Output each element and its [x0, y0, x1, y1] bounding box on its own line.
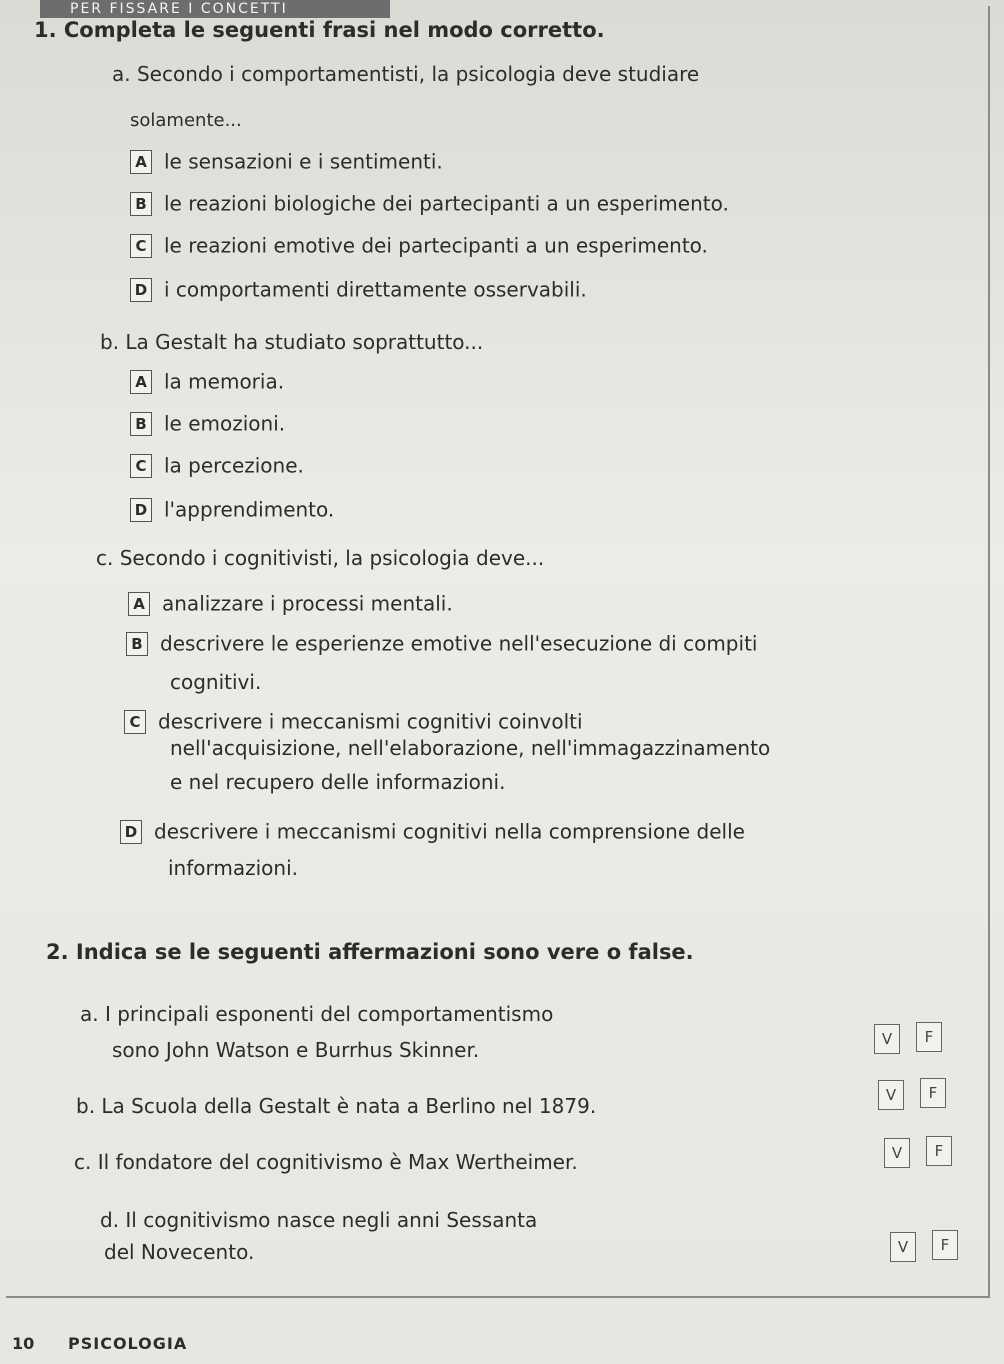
statement-2d: d. Il cognitivismo nasce negli anni Sessanta — [100, 1208, 538, 1232]
true-box-2c[interactable]: V — [884, 1138, 910, 1168]
option-1c-C-cont2: e nel recupero delle informazioni. — [170, 770, 506, 794]
statement-2a-cont: sono John Watson e Burrhus Skinner. — [112, 1038, 480, 1062]
option-1b-D[interactable] — [130, 496, 334, 522]
option-text: le reazioni biologiche dei partecipanti a un esperimento. — [164, 191, 729, 216]
option-1a-B[interactable] — [130, 190, 729, 216]
option-1b-B[interactable] — [130, 410, 285, 436]
option-text: l'apprendimento. — [164, 497, 335, 522]
option-text: le emozioni. — [164, 411, 286, 436]
option-letter: D — [130, 278, 152, 302]
option-letter: A — [128, 592, 150, 616]
option-letter: A — [130, 370, 152, 394]
question-2-title: 2. Indica se le seguenti affermazioni sono vere o false. — [46, 940, 694, 964]
section-banner: PER FISSARE I CONCETTI — [40, 0, 390, 18]
option-letter: C — [124, 710, 146, 734]
option-text: le reazioni emotive dei partecipanti a un esperimento. — [164, 233, 708, 258]
question-1a-prompt: a. Secondo i comportamentisti, la psicologia deve studiare — [112, 62, 700, 86]
option-text: la percezione. — [164, 453, 304, 478]
false-box-2a[interactable]: F — [916, 1022, 942, 1052]
question-1a-prompt-cont: solamente... — [130, 110, 242, 131]
option-text: analizzare i processi mentali. — [162, 591, 453, 616]
option-1b-C[interactable] — [130, 452, 304, 478]
option-letter: B — [130, 412, 152, 436]
option-1c-D[interactable] — [120, 818, 745, 844]
option-1a-D[interactable] — [130, 276, 587, 302]
option-1c-C-cont: nell'acquisizione, nell'elaborazione, nell'immagazzinamento — [170, 736, 771, 760]
option-1a-A[interactable] — [130, 148, 443, 174]
question-1-title: 1. Completa le seguenti frasi nel modo corretto. — [34, 18, 605, 42]
question-1c-prompt: c. Secondo i cognitivisti, la psicologia deve... — [96, 546, 545, 570]
question-1b-prompt: b. La Gestalt ha studiato soprattutto... — [100, 330, 484, 354]
page-number: 10 — [12, 1334, 35, 1353]
option-text: descrivere i meccanismi cognitivi coinvolti — [158, 709, 583, 734]
option-letter: B — [126, 632, 148, 656]
option-1c-D-cont: informazioni. — [168, 856, 298, 880]
option-letter: D — [120, 820, 142, 844]
option-1b-A[interactable] — [130, 368, 284, 394]
statement-2c: c. Il fondatore del cognitivismo è Max Wertheimer. — [74, 1150, 578, 1174]
option-1c-C[interactable] — [124, 708, 583, 734]
statement-2a: a. I principali esponenti del comportamentismo — [80, 1002, 554, 1026]
statement-2d-cont: del Novecento. — [104, 1240, 255, 1264]
option-letter: D — [130, 498, 152, 522]
statement-2b: b. La Scuola della Gestalt è nata a Berlino nel 1879. — [76, 1094, 597, 1118]
option-1c-B[interactable] — [126, 630, 757, 656]
section-label: PSICOLOGIA — [68, 1334, 188, 1353]
option-text: descrivere i meccanismi cognitivi nella comprensione delle — [154, 819, 745, 844]
option-1c-A[interactable] — [128, 590, 453, 616]
option-letter: B — [130, 192, 152, 216]
true-box-2b[interactable]: V — [878, 1080, 904, 1110]
option-letter: A — [130, 150, 152, 174]
option-1a-C[interactable] — [130, 232, 708, 258]
option-text: descrivere le esperienze emotive nell'esecuzione di compiti — [160, 631, 758, 656]
option-text: le sensazioni e i sentimenti. — [164, 149, 443, 174]
option-letter: C — [130, 454, 152, 478]
option-1c-B-cont: cognitivi. — [170, 670, 262, 694]
true-box-2d[interactable]: V — [890, 1232, 916, 1262]
option-letter: C — [130, 234, 152, 258]
option-text: i comportamenti direttamente osservabili. — [164, 277, 587, 302]
false-box-2c[interactable]: F — [926, 1136, 952, 1166]
option-text: la memoria. — [164, 369, 285, 394]
true-box-2a[interactable]: V — [874, 1024, 900, 1054]
false-box-2b[interactable]: F — [920, 1078, 946, 1108]
false-box-2d[interactable]: F — [932, 1230, 958, 1260]
